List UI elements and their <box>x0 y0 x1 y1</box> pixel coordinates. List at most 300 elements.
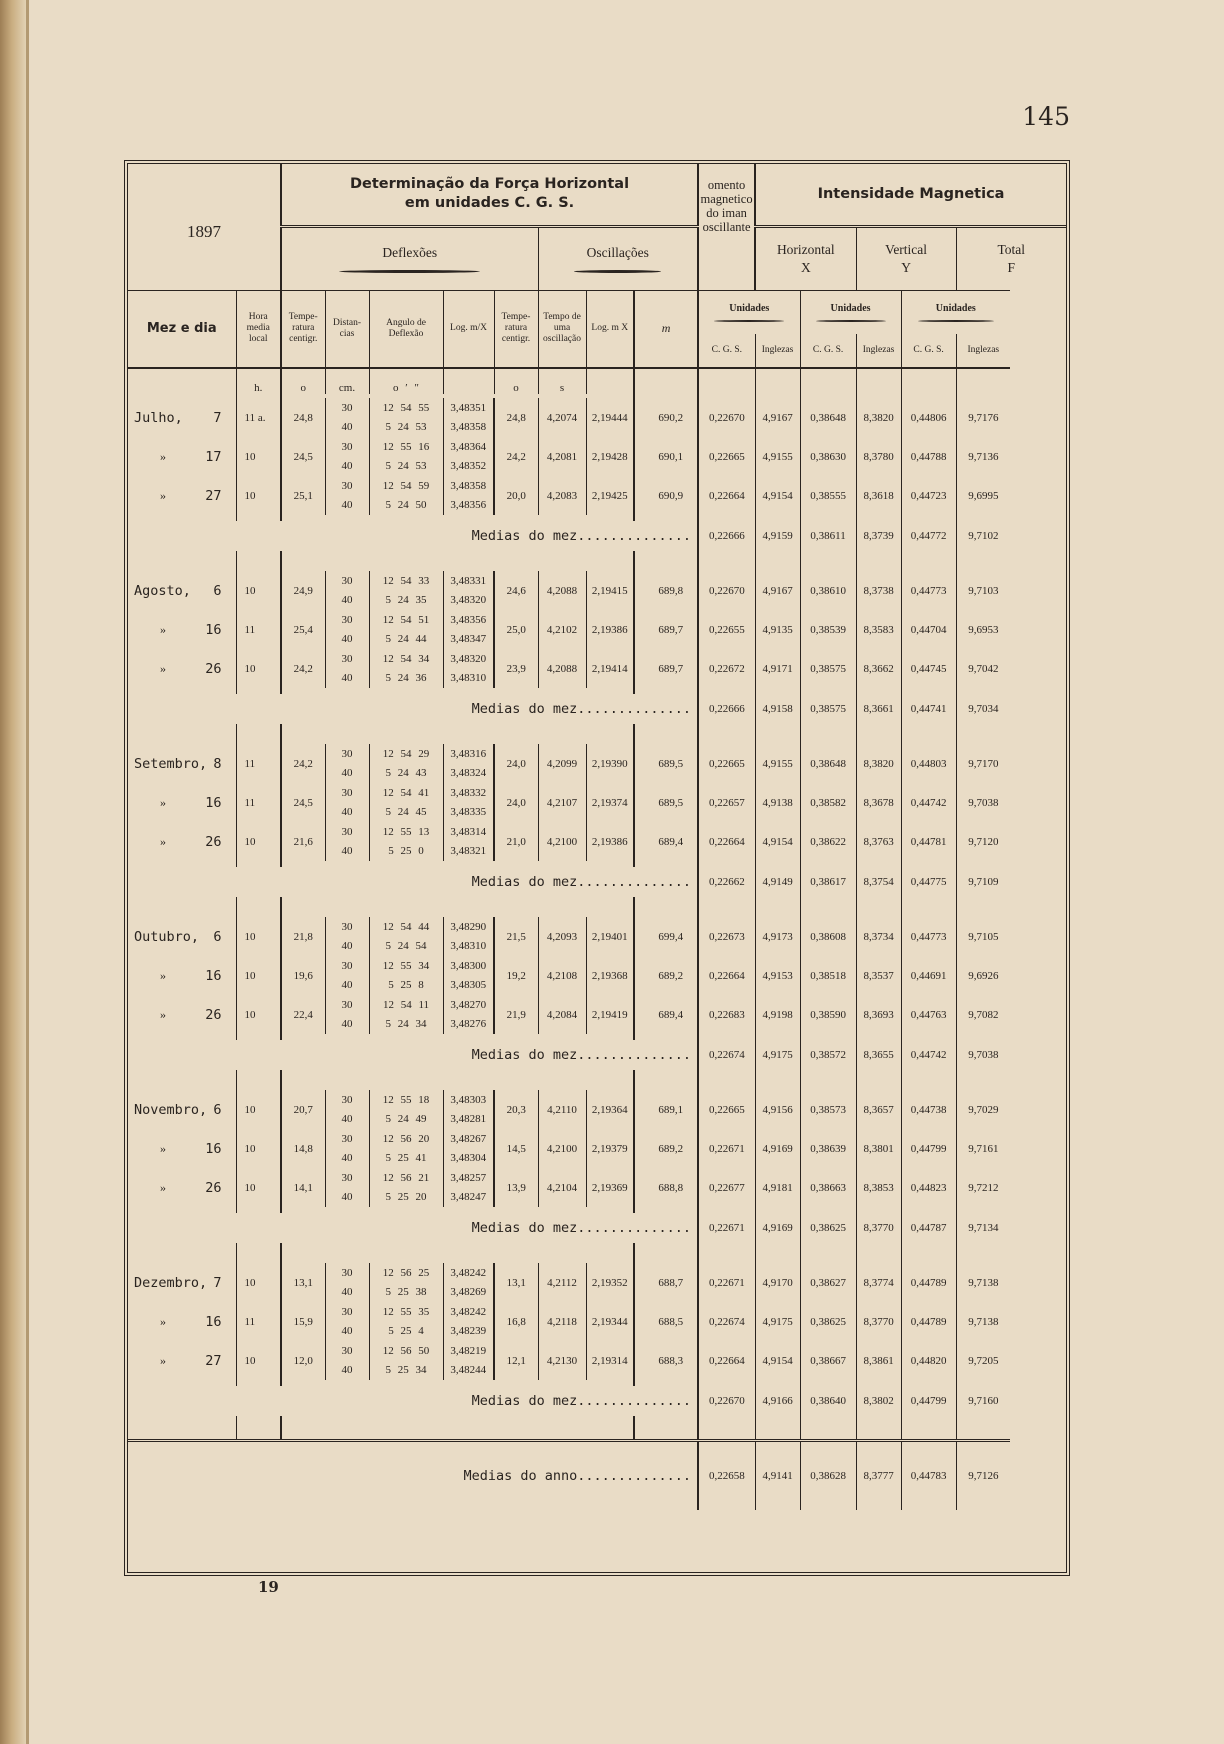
month-day-cell <box>128 744 236 783</box>
hi-cell: 4,9181 <box>755 1168 800 1207</box>
dist-cell: 30 <box>325 822 369 842</box>
dist-cell: 40 <box>325 976 369 996</box>
vi-cell: 8,3618 <box>856 476 901 515</box>
m-cell: 689,2 <box>634 1129 698 1168</box>
spacer-cell <box>755 897 800 917</box>
angle-cell: 12 55 16 <box>369 437 443 457</box>
spacer-cell <box>369 551 443 571</box>
horizontal-label: Horizontal <box>776 241 835 257</box>
medias-mez-row-label: Medias do mez.............. <box>471 528 692 544</box>
hc-cell: 0,22664 <box>698 956 755 995</box>
vi-cell: 8,3820 <box>856 398 901 437</box>
spacer-cell <box>634 551 698 571</box>
day-label: 26 <box>205 660 222 677</box>
dist-cell: 40 <box>325 1149 369 1169</box>
unit-vi-spacer <box>856 368 901 394</box>
annual-ti: 9,7126 <box>956 1440 1010 1510</box>
medias-mez-row-ti: 9,7160 <box>956 1386 1010 1416</box>
annual-vi: 8,3777 <box>856 1440 901 1510</box>
spacer-cell <box>800 1416 856 1440</box>
spacer-cell <box>800 551 856 571</box>
ditto-mark: » <box>160 795 166 809</box>
log-cell: 3,48358 <box>443 418 494 438</box>
hora-cell: 10 <box>236 571 281 610</box>
annual-hi: 4,9141 <box>755 1440 800 1510</box>
oscillacoes-header <box>538 226 698 290</box>
spacer-cell <box>443 551 494 571</box>
spacer-cell <box>856 551 901 571</box>
unit-log-spacer <box>443 368 494 394</box>
ti-cell: 9,6953 <box>956 610 1010 649</box>
hi-cell: 4,9173 <box>755 917 800 956</box>
m-cell: 689,1 <box>634 1090 698 1129</box>
unidades-v <box>800 290 901 334</box>
vertical-label: Vertical <box>885 241 928 257</box>
medias-mez-row-vc: 0,38611 <box>800 521 856 551</box>
ditto-mark: » <box>160 622 166 636</box>
angle-cell: 5 24 49 <box>369 1110 443 1130</box>
m-cell: 699,4 <box>634 917 698 956</box>
vi-cell: 8,3780 <box>856 437 901 476</box>
temp-cell: 24,5 <box>281 437 325 476</box>
unit-cm: cm. <box>325 368 369 394</box>
spacer-cell <box>236 551 281 571</box>
log-cell: 3,48305 <box>443 976 494 996</box>
book-spine <box>0 0 26 1744</box>
spacer-cell <box>443 1416 494 1440</box>
spacer-cell <box>538 897 586 917</box>
hc-cell: 0,22665 <box>698 744 755 783</box>
dist-cell: 30 <box>325 1168 369 1188</box>
spacer-cell <box>634 897 698 917</box>
dist-cell: 40 <box>325 842 369 862</box>
tempo-cell: 4,2081 <box>538 437 586 476</box>
spacer-cell <box>236 1416 281 1440</box>
ti-cell: 9,7082 <box>956 995 1010 1034</box>
temp-cell: 24,2 <box>281 649 325 688</box>
temp2-cell: 24,2 <box>494 437 538 476</box>
total-symbol: F <box>1007 259 1016 275</box>
dist-cell: 40 <box>325 937 369 957</box>
tempo-cell: 4,2100 <box>538 822 586 861</box>
dist-cell: 40 <box>325 1110 369 1130</box>
unit-vc-spacer <box>800 368 856 394</box>
medias-mez-row-vc: 0,38575 <box>800 694 856 724</box>
log-cell: 3,48310 <box>443 669 494 689</box>
hc-cell: 0,22672 <box>698 649 755 688</box>
main-title-line2: em unidades C. G. S. <box>404 195 575 212</box>
ti-cell: 9,7176 <box>956 398 1010 437</box>
m-cell: 690,2 <box>634 398 698 437</box>
tc-cell: 0,44691 <box>901 956 956 995</box>
spacer-cell <box>369 1416 443 1440</box>
annual-vc: 0,38628 <box>800 1440 856 1510</box>
deflexoes-swash <box>339 270 480 273</box>
temp-cell: 14,1 <box>281 1168 325 1207</box>
dist-cell: 30 <box>325 783 369 803</box>
spacer-cell <box>634 1416 698 1440</box>
log-cell: 3,48290 <box>443 917 494 937</box>
tempo-cell: 4,2074 <box>538 398 586 437</box>
medias-mez-row-tc: 0,44741 <box>901 694 956 724</box>
angle-cell: 12 54 33 <box>369 571 443 591</box>
tempo-cell: 4,2104 <box>538 1168 586 1207</box>
table-row <box>128 476 1066 496</box>
dist-cell: 40 <box>325 457 369 477</box>
vi-cell: 8,3861 <box>856 1341 901 1380</box>
spacer-cell <box>586 1416 634 1440</box>
log-cell: 3,48331 <box>443 571 494 591</box>
logmx-cell: 2,19415 <box>586 571 634 610</box>
dist-cell: 30 <box>325 1302 369 1322</box>
dist-cell: 40 <box>325 669 369 689</box>
log-cell: 3,48310 <box>443 937 494 957</box>
hora-cell: 10 <box>236 1263 281 1302</box>
dist-cell: 30 <box>325 917 369 937</box>
ditto-mark: » <box>160 1314 166 1328</box>
log-cell: 3,48358 <box>443 476 494 496</box>
temp-cell: 15,9 <box>281 1302 325 1341</box>
logmx-cell: 2,19419 <box>586 995 634 1034</box>
tempo-cell: 4,2084 <box>538 995 586 1034</box>
ditto-mark: » <box>160 1353 166 1367</box>
spacer-cell <box>698 1243 755 1263</box>
vc-cell: 0,38539 <box>800 610 856 649</box>
logmx-cell: 2,19390 <box>586 744 634 783</box>
day-label: 26 <box>205 1006 222 1023</box>
temp2-cell: 13,9 <box>494 1168 538 1207</box>
spacer-cell <box>755 1070 800 1090</box>
ditto-mark: » <box>160 1141 166 1155</box>
tc-cell: 0,44799 <box>901 1129 956 1168</box>
spacer-cell <box>698 1070 755 1090</box>
temp-cell: 25,4 <box>281 610 325 649</box>
vi-cell: 8,3763 <box>856 822 901 861</box>
dist-cell: 30 <box>325 1090 369 1110</box>
month-label: Agosto, <box>134 582 191 599</box>
dist-cell: 30 <box>325 476 369 496</box>
angle-cell: 12 56 50 <box>369 1341 443 1361</box>
spacer-cell <box>369 897 443 917</box>
spacer-cell <box>856 1070 901 1090</box>
spacer-cell <box>956 724 1010 744</box>
angle-cell: 5 24 53 <box>369 457 443 477</box>
temp-cell: 13,1 <box>281 1263 325 1302</box>
spacer-cell <box>369 724 443 744</box>
spacer-cell <box>856 1416 901 1440</box>
logmx-cell: 2,19374 <box>586 783 634 822</box>
dist-cell: 30 <box>325 437 369 457</box>
spacer-cell <box>494 1070 538 1090</box>
medias-mez-row <box>128 1040 1066 1070</box>
month-day-cell <box>128 995 236 1034</box>
vi-cell: 8,3662 <box>856 649 901 688</box>
medias-mez-row-hc: 0,22670 <box>698 1386 755 1416</box>
spacer-cell <box>281 1416 325 1440</box>
angle-cell: 12 55 34 <box>369 956 443 976</box>
table-row <box>128 1168 1066 1188</box>
log-cell: 3,48244 <box>443 1361 494 1381</box>
m-cell: 688,3 <box>634 1341 698 1380</box>
vi-cell: 8,3693 <box>856 995 901 1034</box>
angle-cell: 12 55 13 <box>369 822 443 842</box>
month-day-cell <box>128 1090 236 1129</box>
medias-mez-row-hc: 0,22674 <box>698 1040 755 1070</box>
deflexoes-header <box>281 226 538 290</box>
angle-cell: 12 54 55 <box>369 398 443 418</box>
angle-cell: 5 24 45 <box>369 803 443 823</box>
medias-mez-row-vi: 8,3754 <box>856 867 901 897</box>
spacer-cell <box>956 1070 1010 1090</box>
tc-cell: 0,44789 <box>901 1263 956 1302</box>
ti-cell: 9,7136 <box>956 437 1010 476</box>
spacer-cell <box>128 551 236 571</box>
hi-cell: 4,9154 <box>755 476 800 515</box>
page-edge <box>26 0 29 1744</box>
ti-cell: 9,7120 <box>956 822 1010 861</box>
angulo-header: Angulo de Deflexão <box>369 290 443 368</box>
hc-cell: 0,22683 <box>698 995 755 1034</box>
tempo-cell: 4,2118 <box>538 1302 586 1341</box>
angle-cell: 12 55 18 <box>369 1090 443 1110</box>
medias-mez-row-vc: 0,38572 <box>800 1040 856 1070</box>
temp2-cell: 14,5 <box>494 1129 538 1168</box>
ti-cell: 9,6926 <box>956 956 1010 995</box>
medias-mez-row-label: Medias do mez.............. <box>471 1047 692 1063</box>
hi-cell: 4,9154 <box>755 1341 800 1380</box>
horizontal-header <box>755 226 856 290</box>
spacer-cell <box>755 1243 800 1263</box>
intensity-title: Intensidade Magnetica <box>755 164 1066 226</box>
vc-cell: 0,38630 <box>800 437 856 476</box>
m-cell: 689,4 <box>634 822 698 861</box>
angle-cell: 5 24 54 <box>369 937 443 957</box>
medias-mez-row-hi: 4,9159 <box>755 521 800 551</box>
vc-cell: 0,38663 <box>800 1168 856 1207</box>
angle-cell: 5 25 0 <box>369 842 443 862</box>
log-cell: 3,48304 <box>443 1149 494 1169</box>
spacer-cell <box>586 1243 634 1263</box>
medias-mez-row <box>128 1213 1066 1243</box>
vi-cell: 8,3583 <box>856 610 901 649</box>
unidades-h-swash <box>714 320 784 322</box>
ti-cell: 9,7038 <box>956 783 1010 822</box>
ditto-mark: » <box>160 834 166 848</box>
ti-cell: 9,7042 <box>956 649 1010 688</box>
spacer-cell <box>281 897 325 917</box>
hc-cell: 0,22670 <box>698 398 755 437</box>
hi-cell: 4,9167 <box>755 398 800 437</box>
temp2-cell: 24,0 <box>494 783 538 822</box>
angle-cell: 12 56 20 <box>369 1129 443 1149</box>
hc-cell: 0,22664 <box>698 1341 755 1380</box>
spacer-cell <box>634 1243 698 1263</box>
ditto-mark: » <box>160 1007 166 1021</box>
dist-cell: 30 <box>325 956 369 976</box>
ti-cell: 9,7105 <box>956 917 1010 956</box>
dist-cell: 30 <box>325 1341 369 1361</box>
angle-cell: 5 25 20 <box>369 1188 443 1208</box>
angle-cell: 12 54 29 <box>369 744 443 764</box>
temp-cell: 20,7 <box>281 1090 325 1129</box>
medias-mez-row-ti: 9,7109 <box>956 867 1010 897</box>
medias-mez-row-tc: 0,44742 <box>901 1040 956 1070</box>
spacer-cell <box>369 1243 443 1263</box>
temp2-cell: 24,6 <box>494 571 538 610</box>
spacer-cell <box>494 551 538 571</box>
hc-cell: 0,22677 <box>698 1168 755 1207</box>
medias-mez-row-vi: 8,3802 <box>856 1386 901 1416</box>
dist-cell: 30 <box>325 1129 369 1149</box>
oscillacoes-label: Oscillações <box>586 245 649 260</box>
logmx-cell: 2,19386 <box>586 822 634 861</box>
unit-h: h. <box>236 368 281 394</box>
log-cell: 3,48356 <box>443 610 494 630</box>
spacer-cell <box>901 897 956 917</box>
temp2-cell: 23,9 <box>494 649 538 688</box>
tc-cell: 0,44823 <box>901 1168 956 1207</box>
deflexoes-label: Deflexões <box>382 245 438 260</box>
hora-cell: 10 <box>236 822 281 861</box>
ditto-mark: » <box>160 968 166 982</box>
vi-cell: 8,3657 <box>856 1090 901 1129</box>
angle-cell: 12 56 25 <box>369 1263 443 1283</box>
spacer-cell <box>325 1416 369 1440</box>
angle-cell: 12 55 35 <box>369 1302 443 1322</box>
log-cell: 3,48356 <box>443 496 494 516</box>
spacer-cell <box>901 1070 956 1090</box>
tempo-cell: 4,2130 <box>538 1341 586 1380</box>
tc-cell: 0,44738 <box>901 1090 956 1129</box>
medias-mez-row-vi: 8,3661 <box>856 694 901 724</box>
day-label: 27 <box>205 487 222 504</box>
dist-cell: 40 <box>325 1283 369 1303</box>
log-cell: 3,48321 <box>443 842 494 862</box>
tempo-cell: 4,2088 <box>538 649 586 688</box>
spacer-cell <box>281 1243 325 1263</box>
spacer-cell <box>443 1070 494 1090</box>
temp2-cell: 25,0 <box>494 610 538 649</box>
medias-mez-row-vi: 8,3655 <box>856 1040 901 1070</box>
vi-cell: 8,3774 <box>856 1263 901 1302</box>
logmx-cell: 2,19369 <box>586 1168 634 1207</box>
signature-mark: 19 <box>258 1578 279 1596</box>
spacer-cell <box>755 724 800 744</box>
angle-cell: 5 25 38 <box>369 1283 443 1303</box>
log-cell: 3,48320 <box>443 649 494 669</box>
tc-cell: 0,44773 <box>901 571 956 610</box>
logmx-cell: 2,19314 <box>586 1341 634 1380</box>
spacer-row <box>128 1416 1066 1440</box>
medias-mez-row-ti: 9,7102 <box>956 521 1010 551</box>
vc-cell: 0,38648 <box>800 398 856 437</box>
vc-cell: 0,38648 <box>800 744 856 783</box>
vc-cell: 0,38610 <box>800 571 856 610</box>
vi-cell: 8,3537 <box>856 956 901 995</box>
day-label: 6 <box>213 1101 222 1118</box>
medias-mez-row-ti: 9,7038 <box>956 1040 1010 1070</box>
m-header: m <box>634 290 698 368</box>
tempo-cell: 4,2102 <box>538 610 586 649</box>
spacer-cell <box>956 897 1010 917</box>
table-row <box>128 783 1066 803</box>
tc-cell: 0,44806 <box>901 398 956 437</box>
temp-cell: 22,4 <box>281 995 325 1034</box>
hora-cell: 10 <box>236 1090 281 1129</box>
spacer-cell <box>325 551 369 571</box>
log-cell: 3,48347 <box>443 630 494 650</box>
day-label: 7 <box>213 1274 222 1291</box>
ti-cell: 9,7161 <box>956 1129 1010 1168</box>
spacer-cell <box>128 1070 236 1090</box>
medias-mez-row-ti: 9,7134 <box>956 1213 1010 1243</box>
table-row <box>128 1129 1066 1149</box>
medias-mez-row-hc: 0,22671 <box>698 1213 755 1243</box>
unidades-v-label: Unidades <box>830 302 871 314</box>
day-label: 8 <box>213 755 222 772</box>
day-label: 26 <box>205 1179 222 1196</box>
log-cell: 3,48257 <box>443 1168 494 1188</box>
m-cell: 688,7 <box>634 1263 698 1302</box>
unit-ti-spacer <box>956 368 1010 394</box>
log-cell: 3,48351 <box>443 398 494 418</box>
logmx-cell: 2,19368 <box>586 956 634 995</box>
hc-cell: 0,22664 <box>698 476 755 515</box>
vc-cell: 0,38627 <box>800 1263 856 1302</box>
medias-mez-row-hc: 0,22666 <box>698 694 755 724</box>
medias-mez-row-hc: 0,22666 <box>698 521 755 551</box>
month-label: Julho, <box>134 409 183 426</box>
unit-logmx-spacer <box>586 368 634 394</box>
medias-mez-row-tc: 0,44787 <box>901 1213 956 1243</box>
tc-cell: 0,44723 <box>901 476 956 515</box>
hora-cell: 11 <box>236 610 281 649</box>
tc-cell: 0,44742 <box>901 783 956 822</box>
tc-cell: 0,44781 <box>901 822 956 861</box>
hora-cell: 11 <box>236 1302 281 1341</box>
medias-mez-row <box>128 1386 1066 1416</box>
spacer-cell <box>901 551 956 571</box>
tempo-cell: 4,2099 <box>538 744 586 783</box>
hora-cell: 10 <box>236 476 281 515</box>
hc-cell: 0,22665 <box>698 437 755 476</box>
vc-cell: 0,38625 <box>800 1302 856 1341</box>
logmx-cell: 2,19401 <box>586 917 634 956</box>
tc-cell: 0,44820 <box>901 1341 956 1380</box>
log-cell: 3,48364 <box>443 437 494 457</box>
table-row <box>128 649 1066 669</box>
table-body <box>128 394 1066 1510</box>
spacer-cell <box>698 1416 755 1440</box>
m-cell: 689,5 <box>634 783 698 822</box>
tc-cell: 0,44803 <box>901 744 956 783</box>
spacer-cell <box>538 1416 586 1440</box>
log-cell: 3,48324 <box>443 764 494 784</box>
angle-cell: 5 25 4 <box>369 1322 443 1342</box>
vc-cell: 0,38622 <box>800 822 856 861</box>
m-cell: 689,7 <box>634 649 698 688</box>
temp-cell: 25,1 <box>281 476 325 515</box>
month-day-cell <box>128 822 236 861</box>
cgs-v: C. G. S. <box>800 334 856 368</box>
month-day-cell <box>128 610 236 649</box>
log-cell: 3,48335 <box>443 803 494 823</box>
day-label: 16 <box>205 967 222 984</box>
spacer-cell <box>755 1416 800 1440</box>
hi-cell: 4,9175 <box>755 1302 800 1341</box>
spacer-cell <box>956 1243 1010 1263</box>
hora-cell: 10 <box>236 1129 281 1168</box>
